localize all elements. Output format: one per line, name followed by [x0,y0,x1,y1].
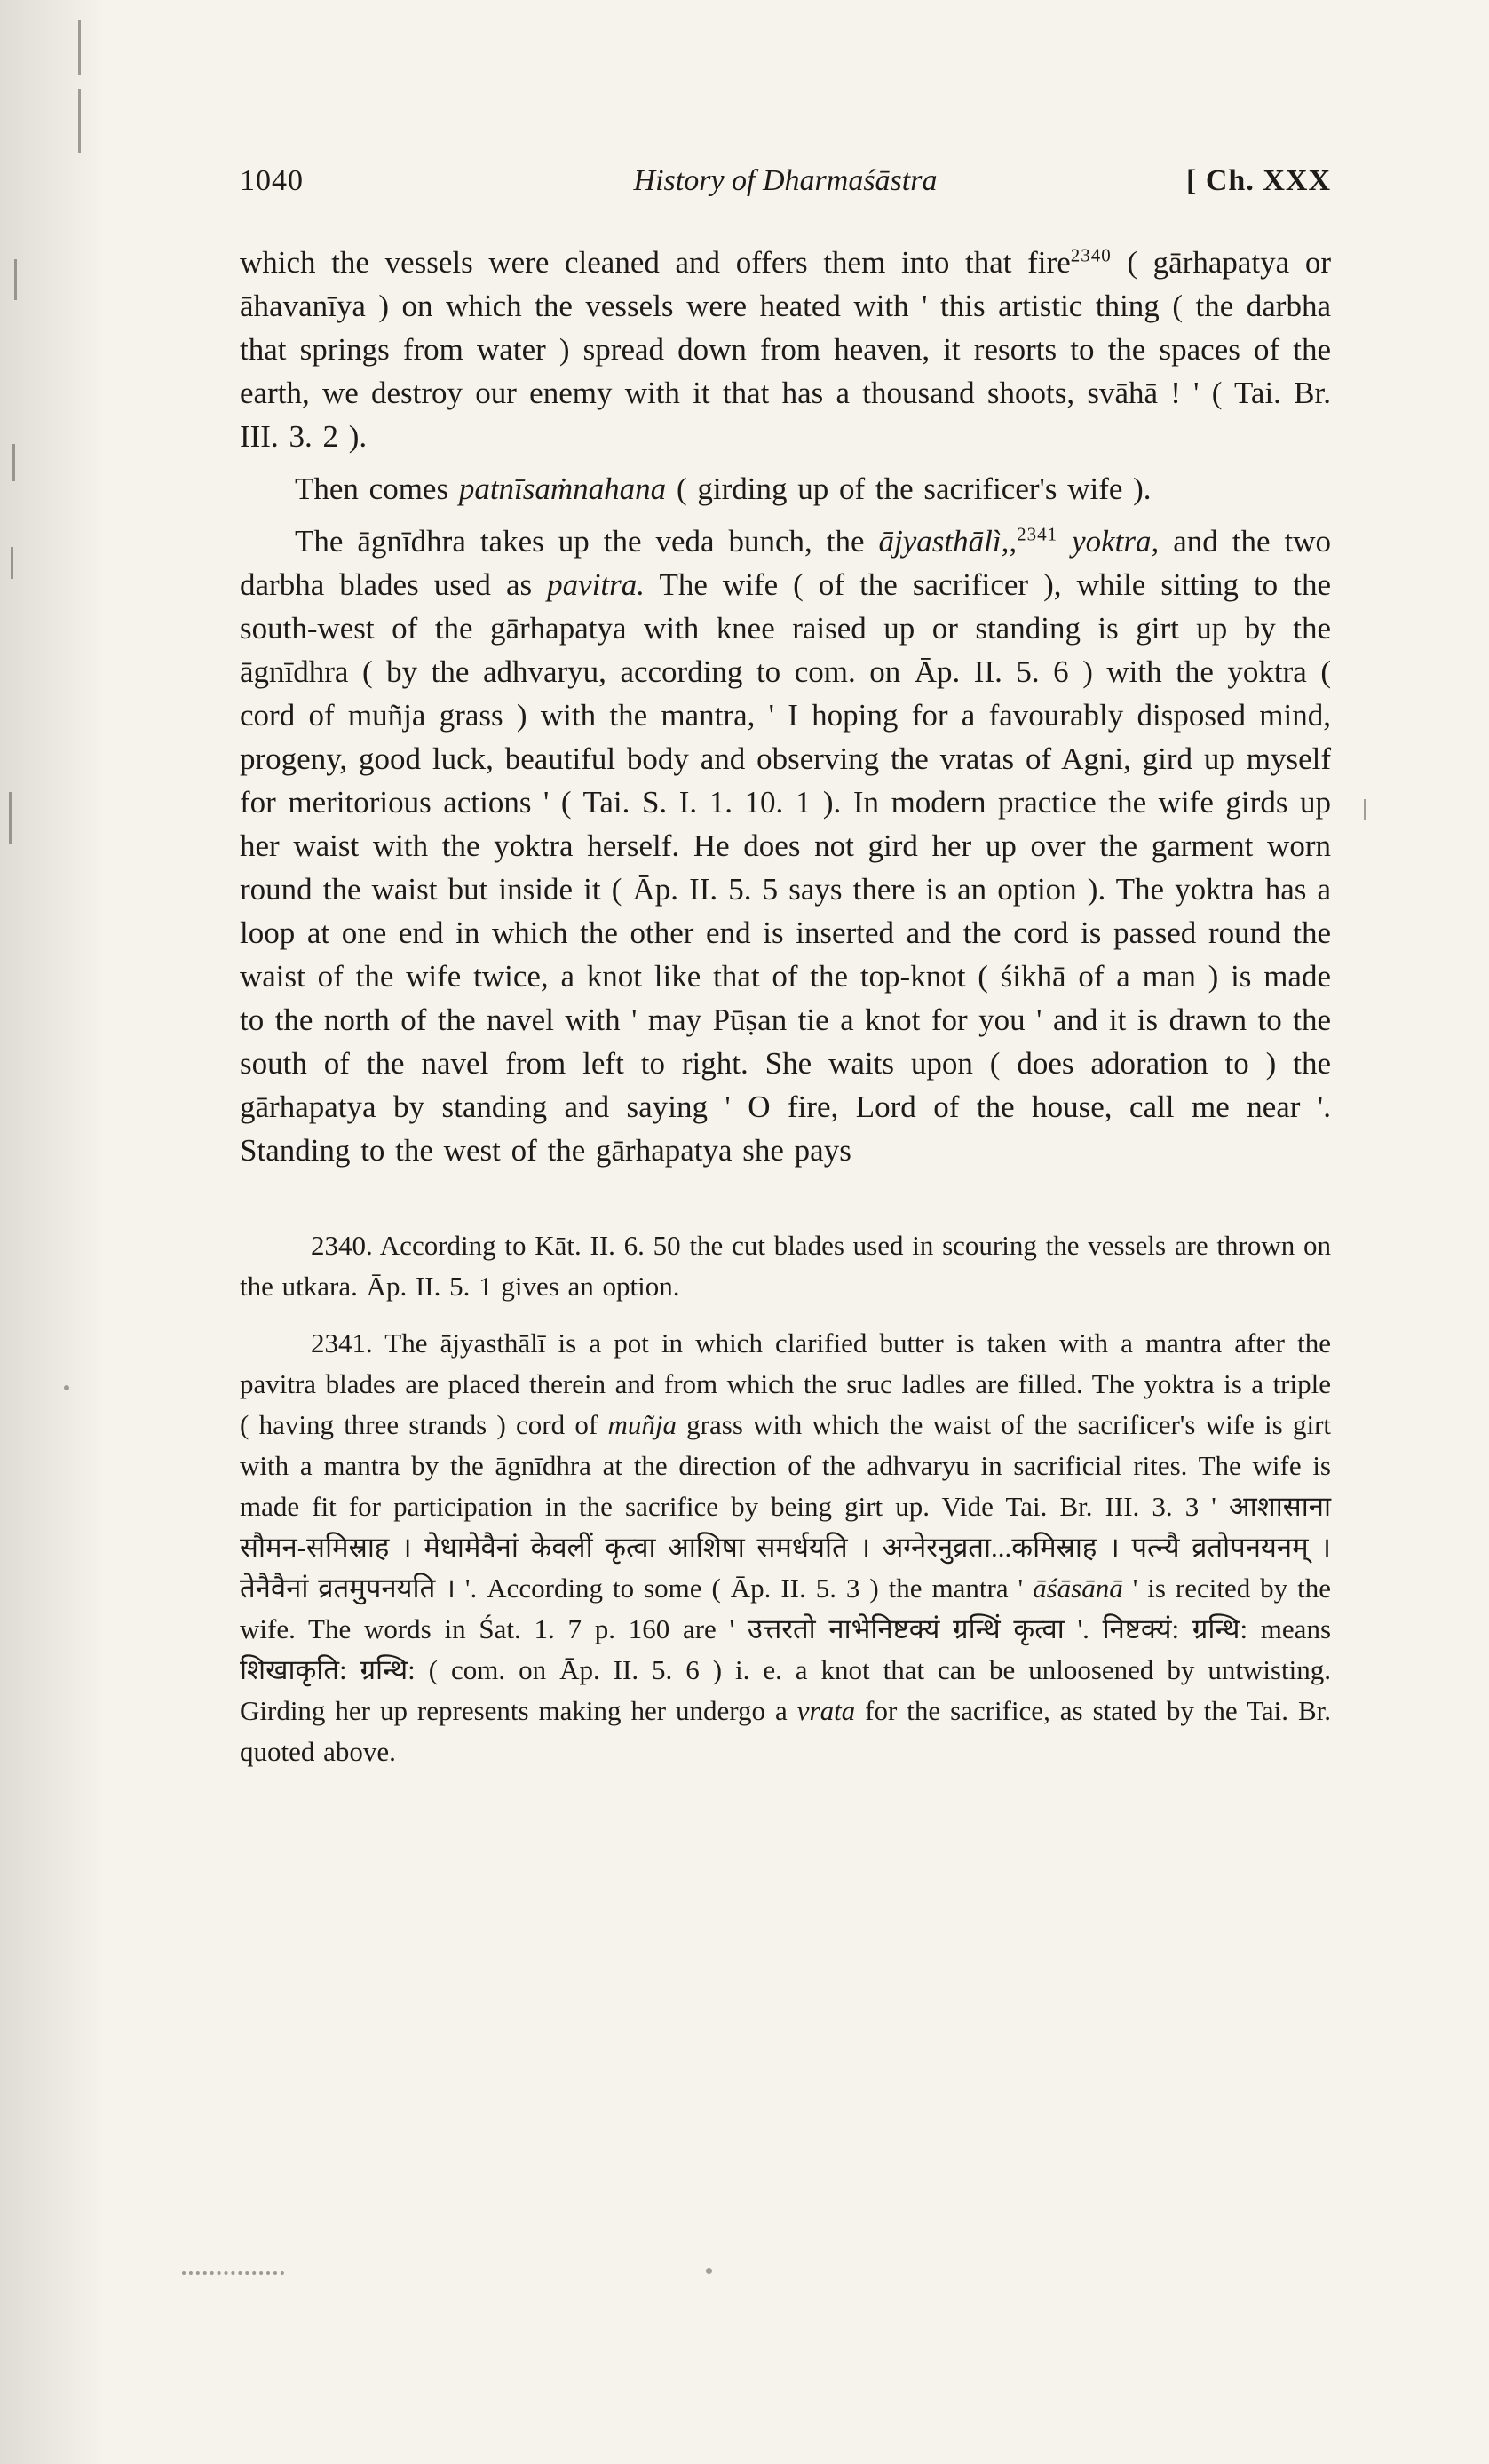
text-run: '. According to some ( Āp. II. 5. 3 ) the mantra ' [455,1573,1034,1604]
main-text [240,241,1331,1172]
text-run: 2340. According to Kāt. II. 6. 50 the cut blades used in scouring the vessels are thrown on the utkara. Āp. II. 5. 1 gives an option. [240,1230,1331,1302]
text-run: Then comes [295,471,459,506]
scan-artifact [12,444,15,481]
text-run: grass with which the waist of the sacrificer's wife is girt with a mantra by the āgnīdhra at the direction of the adhvaryu in sacrificial rites. The wife is made fit for participation in the sacrifice by being girt up. Vide Tai. Br. III. 3. 3 ' [240,1409,1331,1522]
text-run: ājyasthālì,, [878,524,1018,559]
body-paragraph [240,467,1331,511]
text-run: ( gārhapatya or āhavanīya ) on which the vessels were heated with ' this artistic thing ( the darbha that springs from water ) spread down from heaven, it resorts to the spaces of the earth, we destroy our enemy with it that has a thousand shoots, svāhā ! ' ( Tai. Br. III. 3. 2 ). [240,245,1331,454]
scan-artifact [78,89,81,153]
page-header [240,164,1331,198]
devanagari-text: निष्टक्यं: ग्रन्थि: [1102,1613,1248,1644]
devanagari-text: उत्तरतो नाभेनिष्टक्यं ग्रन्थिं कृत्वा [747,1613,1065,1644]
text-run: vrata [796,1695,856,1726]
scan-artifact [182,2271,284,2275]
text-run: pavitra. [547,567,645,602]
text-run: ( girding up of the sacrificer's wife ). [666,471,1152,506]
body-paragraph [240,519,1331,1172]
footnotes [240,1225,1331,1772]
text-run: patnīsaṁnahana [458,471,667,506]
footnote [240,1225,1331,1307]
page-number: 1040 [240,164,304,197]
footnote-ref: 2340 [1070,244,1112,266]
footnote-ref: 2341 [1017,523,1058,545]
footnote [240,1323,1331,1772]
text-run: The wife ( of the sacrificer ), while sitting to the south-west of the gārhapatya with knee raised up or standing is girt up by the āgnīdhra ( by the adhvaryu, according to com. on Āp. II. 5. 6 ) with the yoktra ( cord of muñja grass ) with the mantra, ' I hoping for a favourably disposed mind, progeny, good luck, beautiful body and observing the vratas of Agni, gird up myself for meritorious actions ' ( Tai. S. I. 1. 10. 1 ). In modern practice the wife girds up her waist with the yoktra herself. He does not gird her up over the garment worn round the waist but inside it ( Āp. II. 5. 5 says there is an option ). The yoktra has a loop at one end in which the other end is inserted and the cord is passed round the waist of the wife twice, a knot like that of the top-knot ( śikhā of a man ) is made to the north of the navel with ' may Pūṣan tie a knot for you ' and it is drawn to the south of the navel from left to right. She waits upon ( does adoration to ) the gārhapatya by standing and saying ' O fire, Lord of the house, call me near '. Standing to the west of the gārhapatya she pays [240,567,1331,1168]
devanagari-text: आशासाना सौमन-समिस्राह । मेधामेवैनां केवलीं कृत्वा आशिषा समर्धयति । अग्नेरनुव्रता...कमिस्राह । पत्न्यै व्रतोपनयनम् । तेनैवैनां व्रतमुपनयति । [240,1491,1331,1604]
scan-artifact [78,20,81,75]
text-run: 2341. The ājyasthālī is a pot in which clarified butter is taken with a mantra after the pavitra blades are placed therein and from which the sruc ladles are filled. The yoktra is a triple ( having three strands ) cord of [240,1327,1331,1440]
text-run: ( com. on Āp. II. 5. 6 ) i. e. a knot that can be unloosened by untwisting. Girding her up represents making her undergo a [240,1654,1331,1726]
text-run: for the sacrifice, as stated by the Tai. Br. quoted above. [240,1695,1331,1767]
text-run: means [1247,1613,1332,1644]
scan-artifact [9,792,12,844]
running-title: History of Dharmaśāstra [633,164,938,197]
text-run: āśāsānā [1033,1573,1123,1604]
scan-artifact [706,2268,712,2274]
text-run: '. [1064,1613,1103,1644]
text-run: muñja [607,1409,677,1440]
text-run: and the two darbha blades used as [240,524,1331,602]
scan-artifact [11,547,13,579]
chapter-label: [ Ch. XXX [1186,164,1331,197]
scan-artifact [14,259,17,300]
scan-artifact [1364,799,1366,820]
scan-artifact [64,1385,69,1390]
text-run [1057,524,1072,559]
text-run: The āgnīdhra takes up the veda bunch, the [295,524,879,559]
text-run: ' is recited by the wife. The words in Śat. 1. 7 p. 160 are ' [240,1573,1331,1644]
text-run: yoktra, [1072,524,1160,559]
devanagari-text: शिखाकृति: ग्रन्थि: [240,1654,416,1685]
text-run: which the vessels were cleaned and offers them into that fire [240,245,1071,280]
body-paragraph [240,241,1331,458]
